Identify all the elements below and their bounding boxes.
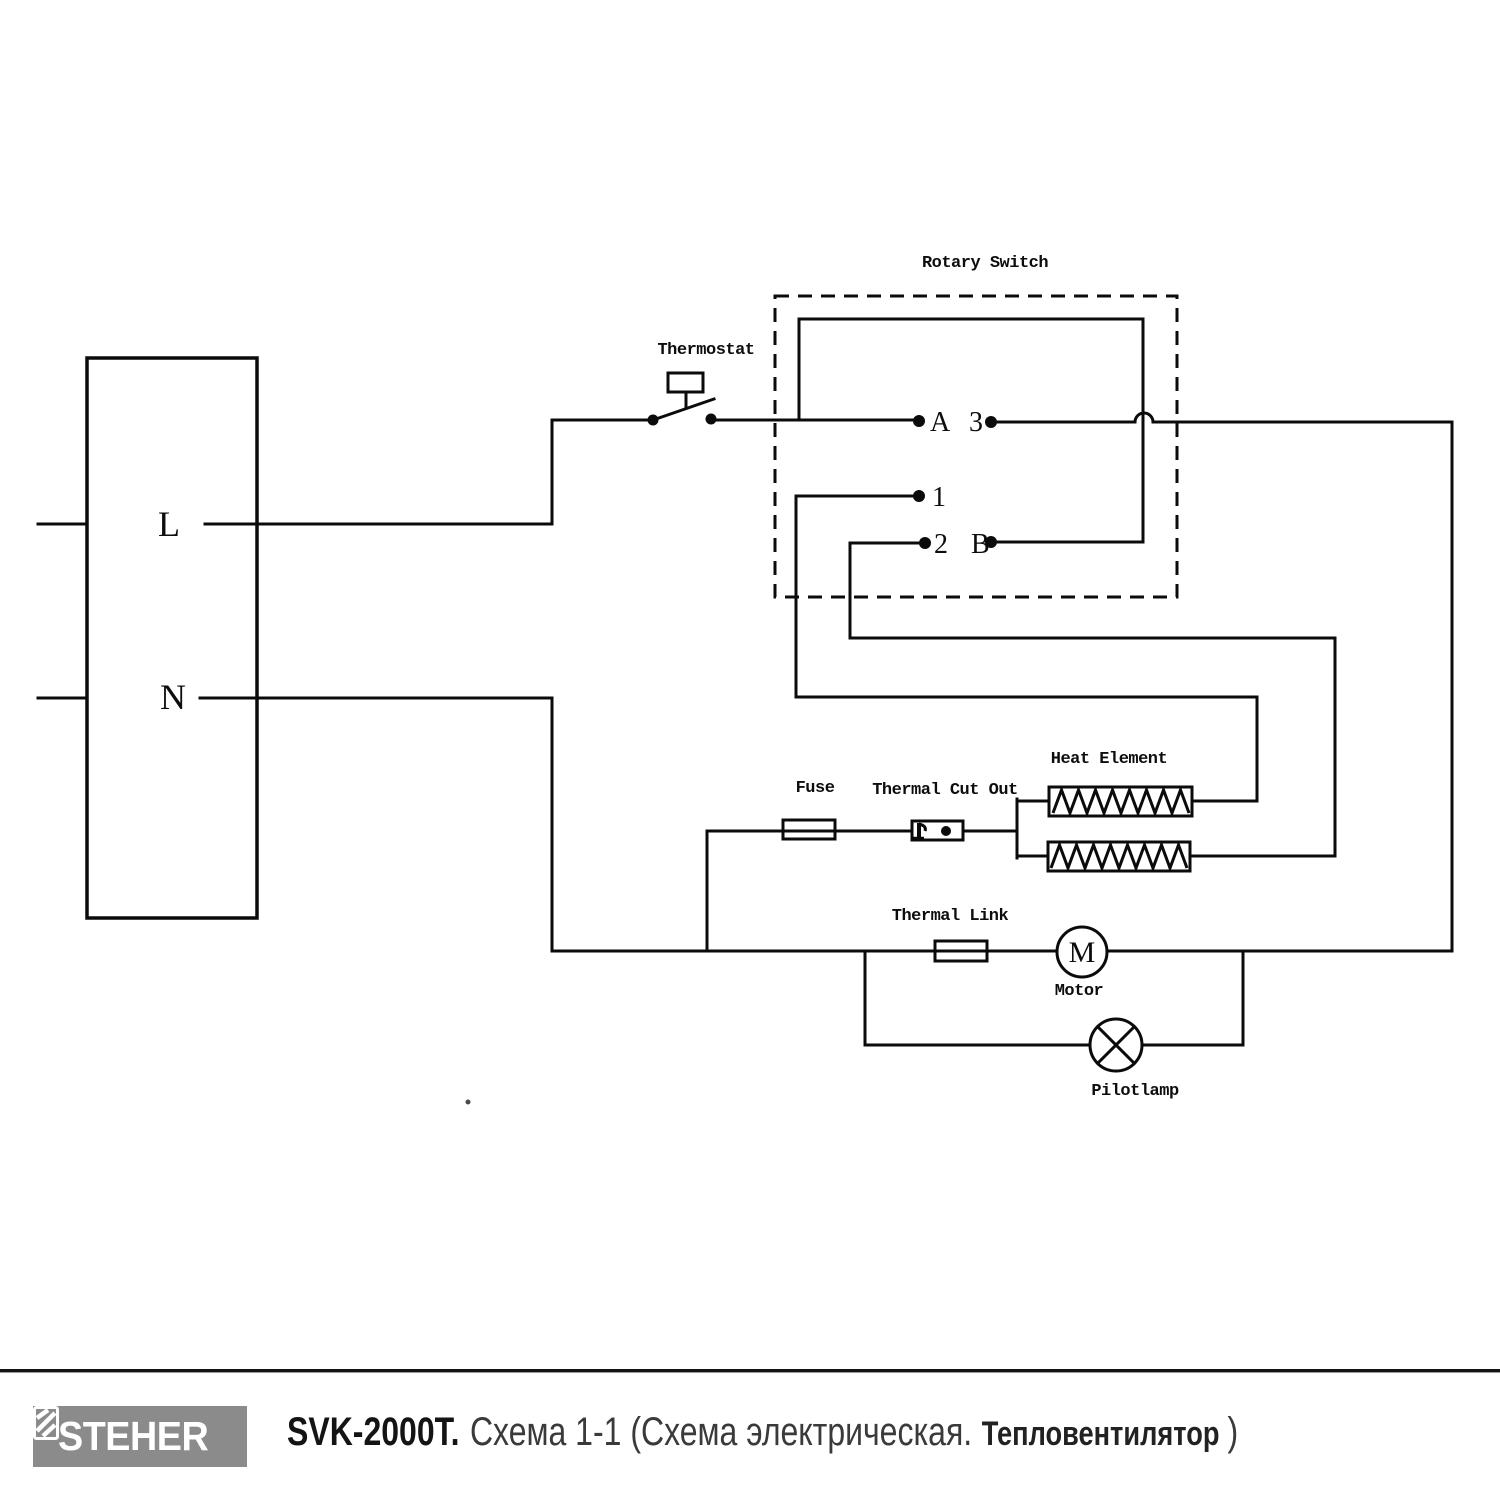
motor-letter: M bbox=[1068, 936, 1096, 969]
thermostat-label: Thermostat bbox=[657, 341, 755, 360]
drawing-caption bbox=[287, 1412, 1238, 1452]
brand-name: STEHER bbox=[58, 1413, 209, 1459]
scheme-title: Схема 1-1 (Схема электрическая. bbox=[469, 1410, 973, 1454]
power-block-box bbox=[87, 358, 257, 918]
wire-neutral-and-bottom-bus bbox=[200, 698, 1452, 951]
terminal-b-label: B bbox=[971, 529, 990, 560]
terminal-a-dot bbox=[913, 415, 925, 427]
terminal-3-dot bbox=[985, 416, 997, 428]
fuse-label: Fuse bbox=[795, 779, 835, 798]
footer-divider bbox=[0, 1369, 1500, 1373]
motor-label: Motor bbox=[1054, 982, 1104, 1001]
wire-fuse-branch bbox=[707, 831, 1017, 951]
wire-pilotlamp-right bbox=[1142, 951, 1243, 1045]
caption-closing-paren: ) bbox=[1227, 1410, 1239, 1454]
terminal-1-dot bbox=[913, 490, 925, 502]
product-name: Тепловентилятор bbox=[981, 1415, 1220, 1453]
line-terminal-label: L bbox=[158, 504, 180, 544]
thermal-cutout-dot bbox=[941, 826, 951, 836]
thermal-link-label: Thermal Link bbox=[891, 907, 1009, 926]
terminal-1-label: 1 bbox=[932, 482, 946, 513]
terminal-2-dot bbox=[919, 537, 931, 549]
model-number: SVK-2000T. bbox=[287, 1410, 460, 1454]
thermostat-body bbox=[668, 373, 703, 392]
heat-element-label: Heat Element bbox=[1050, 750, 1168, 769]
thermostat-lever bbox=[653, 399, 714, 420]
wire-line-to-thermostat bbox=[205, 420, 653, 524]
heat-element1-coil bbox=[1053, 790, 1189, 813]
print-speck bbox=[466, 1100, 471, 1105]
heat-element2-coil bbox=[1051, 845, 1187, 868]
wire-terminal2-to-heater2 bbox=[850, 543, 1335, 856]
logo-stripes-icon bbox=[33, 1406, 59, 1440]
terminal-a-label: A bbox=[930, 407, 951, 438]
terminal-3-label: 3 bbox=[969, 407, 983, 438]
neutral-terminal-label: N bbox=[160, 677, 186, 717]
steher-logo bbox=[33, 1406, 247, 1467]
thermal-cutout-label: Thermal Cut Out bbox=[872, 781, 1018, 800]
rotary-switch-label: Rotary Switch bbox=[921, 254, 1049, 273]
pilotlamp-label: Pilotlamp bbox=[1091, 1082, 1179, 1101]
terminal-2-label: 2 bbox=[934, 529, 948, 560]
thermostat-contact-left bbox=[648, 415, 659, 426]
